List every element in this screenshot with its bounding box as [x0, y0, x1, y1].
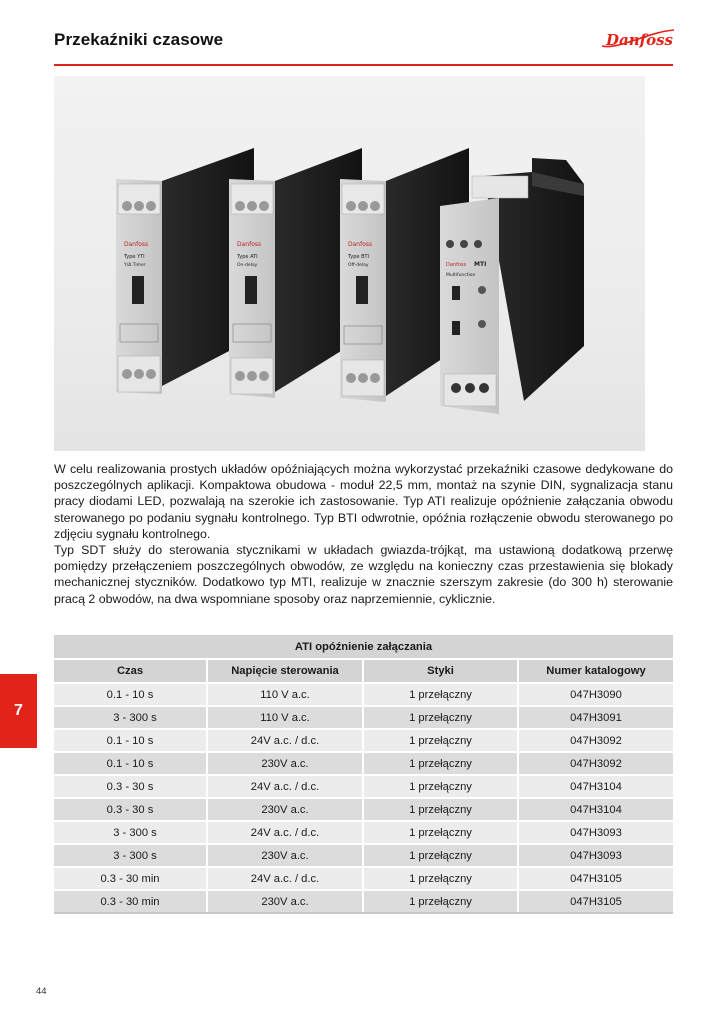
page-title: Przekaźniki czasowe	[54, 30, 224, 49]
cell-styki: 1 przełączny	[363, 752, 518, 775]
header-rule	[54, 64, 673, 66]
cell-styki: 1 przełączny	[363, 683, 518, 706]
cell-napiecie: 110 V a.c.	[207, 706, 363, 729]
column-header-styki: Styki	[363, 659, 518, 683]
svg-text:On-delay: On-delay	[237, 263, 258, 268]
cell-napiecie: 230V a.c.	[207, 844, 363, 867]
svg-text:Danfoss: Danfoss	[446, 262, 467, 268]
cell-napiecie: 110 V a.c.	[207, 683, 363, 706]
svg-text:Danfoss: Danfoss	[124, 241, 149, 248]
product-table	[54, 635, 673, 914]
description-text	[54, 461, 673, 607]
cell-czas: 0.3 - 30 min	[54, 867, 207, 890]
table-title: ATI opóźnienie załączania	[54, 635, 673, 659]
table-row	[54, 729, 673, 752]
cell-styki: 1 przełączny	[363, 706, 518, 729]
column-header-napiecie: Napięcie sterowania	[207, 659, 363, 683]
svg-text:Danfoss: Danfoss	[606, 31, 673, 49]
cell-styki: 1 przełączny	[363, 867, 518, 890]
svg-text:Y/Δ Timer: Y/Δ Timer	[124, 263, 146, 268]
table-row	[54, 683, 673, 706]
cell-numer: 047H3093	[518, 821, 673, 844]
svg-text:Off-delay: Off-delay	[348, 263, 369, 268]
svg-text:Multifunction: Multifunction	[446, 273, 476, 278]
cell-styki: 1 przełączny	[363, 844, 518, 867]
table-row	[54, 844, 673, 867]
cell-styki: 1 przełączny	[363, 821, 518, 844]
cell-napiecie: 230V a.c.	[207, 752, 363, 775]
svg-text:Danfoss: Danfoss	[237, 241, 262, 248]
cell-numer: 047H3104	[518, 775, 673, 798]
cell-czas: 3 - 300 s	[54, 706, 207, 729]
table-row	[54, 798, 673, 821]
product-photo	[54, 76, 645, 451]
cell-napiecie: 230V a.c.	[207, 798, 363, 821]
cell-napiecie: 24V a.c. / d.c.	[207, 867, 363, 890]
description-paragraph-2: Typ SDT służy do sterowania stycznikami w układach gwiazda-trójkąt, ma ustawioną dodatkową przerwę pomiędzy przełączeniem poszczególnych obwodów, ze względu na konieczny czas przestawienia się blokady mechanicznej styczników. Dodatkowo typ MTI, realizuje w znacznie szerszym zakresie (do 300 h) sterowanie pracą 2 obwodów, na dwa wspomniane sposoby oraz naprzemiennie, cyklicznie.	[54, 543, 673, 606]
column-header-numer: Numer katalogowy	[518, 659, 673, 683]
cell-napiecie: 230V a.c.	[207, 890, 363, 913]
svg-text:Type ATI: Type ATI	[237, 254, 258, 260]
cell-styki: 1 przełączny	[363, 729, 518, 752]
cell-numer: 047H3105	[518, 867, 673, 890]
cell-numer: 047H3092	[518, 729, 673, 752]
table-row	[54, 752, 673, 775]
cell-numer: 047H3105	[518, 890, 673, 913]
column-header-czas: Czas	[54, 659, 207, 683]
page-number: 44	[36, 986, 47, 997]
svg-text:Danfoss: Danfoss	[348, 241, 373, 248]
cell-czas: 0.3 - 30 s	[54, 775, 207, 798]
table-row	[54, 706, 673, 729]
cell-napiecie: 24V a.c. / d.c.	[207, 821, 363, 844]
cell-numer: 047H3090	[518, 683, 673, 706]
cell-czas: 0.3 - 30 min	[54, 890, 207, 913]
relay-illustration	[54, 76, 645, 451]
cell-styki: 1 przełączny	[363, 775, 518, 798]
danfoss-logo	[598, 26, 678, 54]
cell-czas: 3 - 300 s	[54, 821, 207, 844]
cell-czas: 0.1 - 10 s	[54, 683, 207, 706]
cell-numer: 047H3104	[518, 798, 673, 821]
cell-styki: 1 przełączny	[363, 890, 518, 913]
cell-czas: 0.1 - 10 s	[54, 752, 207, 775]
cell-numer: 047H3091	[518, 706, 673, 729]
table-row	[54, 775, 673, 798]
cell-czas: 3 - 300 s	[54, 844, 207, 867]
description-paragraph-1: W celu realizowania prostych układów opóźniających można wykorzystać przekaźniki czasowe dedykowane do poszczególnych aplikacji. Kompaktowa obudowa - moduł 22,5 mm, montaż na szynie DIN, sygnalizacja stanu pracy diodami LED, pozwalają na szerokie ich zastosowanie. Typ ATI realizuje opóźnienie załączania obwodu sterowanego po podaniu sygnału kontrolnego. Typ BTI odwrotnie, opóźnia rozłączenie obwodu sterowanego po zdjęciu sygnału kontrolnego.	[54, 462, 673, 541]
cell-napiecie: 24V a.c. / d.c.	[207, 729, 363, 752]
cell-czas: 0.3 - 30 s	[54, 798, 207, 821]
cell-numer: 047H3093	[518, 844, 673, 867]
table-row	[54, 821, 673, 844]
cell-styki: 1 przełączny	[363, 798, 518, 821]
svg-text:Type BTI: Type BTI	[348, 254, 370, 260]
cell-czas: 0.1 - 10 s	[54, 729, 207, 752]
svg-text:MTI: MTI	[474, 261, 487, 268]
cell-numer: 047H3092	[518, 752, 673, 775]
table-row	[54, 890, 673, 913]
table-row	[54, 867, 673, 890]
cell-napiecie: 24V a.c. / d.c.	[207, 775, 363, 798]
svg-text:Type YTI: Type YTI	[124, 254, 145, 260]
chapter-tab: 7	[0, 674, 37, 748]
